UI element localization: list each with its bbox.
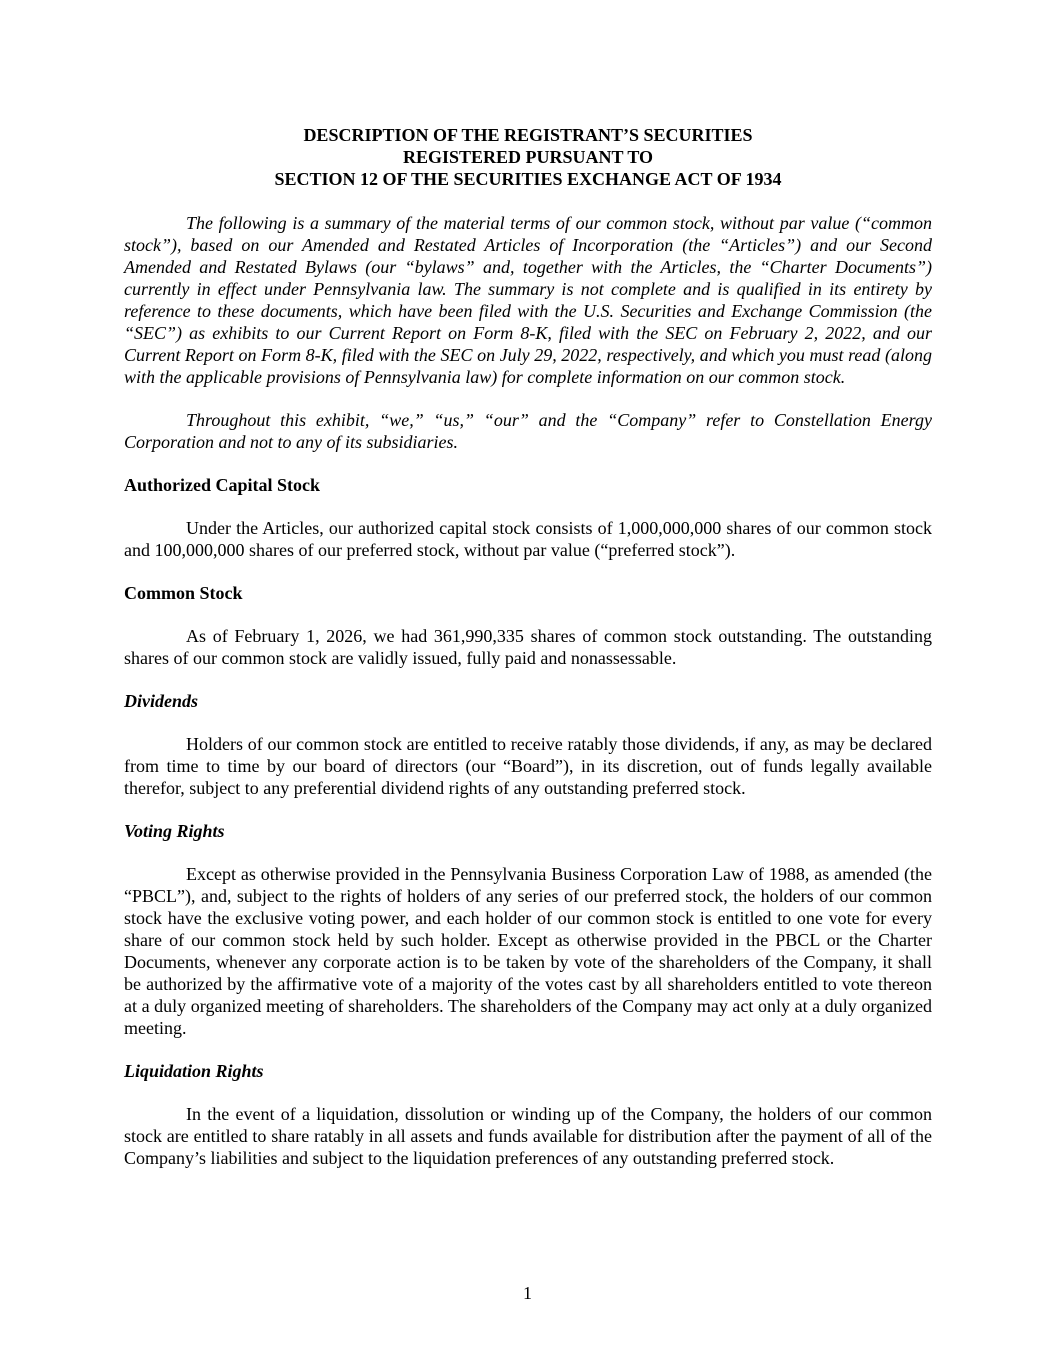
page-number: 1 [523,1283,532,1303]
title-line-2: REGISTERED PURSUANT TO [402,147,654,167]
section-heading-dividends: Dividends [124,691,198,711]
section-body-voting-rights: Except as otherwise provided in the Pennsylvania Business Corporation Law of 1988, as amended (the “PBCL”), and, subject to the rights of holders of any series of our preferred stock, the holders of our common stock have the exclusive voting power, and each holder of our common stock is entitled to one vote for every share of our common stock held by such holder. Except as otherwise provided in the PBCL or the Charter Documents, whenever any corporate action is to be taken by vote of the shareholders of the Company, it shall be authorized by the affirmative vote of a majority of the votes cast by all shareholders entitled to vote thereon at a duly organized meeting of shareholders. The shareholders of the Company may act only at a duly organized meeting. [124,864,932,1038]
document-title [124,124,932,190]
title-line-3: SECTION 12 OF THE SECURITIES EXCHANGE ACT OF 1934 [274,169,782,189]
definitions-paragraph: Throughout this exhibit, “we,” “us,” “our” and the “Company” refer to Constellation Energy Corporation and not to any of its subsidiaries. [124,410,932,452]
document-page [124,124,932,1169]
section-heading-authorized-capital-stock: Authorized Capital Stock [124,475,321,495]
intro-paragraph: The following is a summary of the material terms of our common stock, without par value (“common stock”), based on our Amended and Restated Articles of Incorporation (the “Articles”) and our Second Amended and Restated Bylaws (our “bylaws” and, together with the Articles, the “Charter Documents”) currently in effect under Pennsylvania law. The summary is not complete and is qualified in its entirety by reference to these documents, which have been filed with the U.S. Securities and Exchange Commission (the “SEC”) as exhibits to our Current Report on Form 8-K, filed with the SEC on February 2, 2022, and our Current Report on Form 8-K, filed with the SEC on July 29, 2022, respectively, and which you must read (along with the applicable provisions of Pennsylvania law) for complete information on our common stock. [124,213,932,387]
section-body-common-stock: As of February 1, 2026, we had 361,990,335 shares of common stock outstanding. The outstanding shares of our common stock are validly issued, fully paid and nonassessable. [124,626,932,668]
section-heading-liquidation-rights: Liquidation Rights [124,1061,264,1081]
section-body-liquidation-rights: In the event of a liquidation, dissolution or winding up of the Company, the holders of our common stock are entitled to share ratably in all assets and funds available for distribution after the payment of all of the Company’s liabilities and subject to the liquidation preferences of any outstanding preferred stock. [124,1104,932,1168]
section-heading-common-stock: Common Stock [124,583,243,603]
title-line-1: DESCRIPTION OF THE REGISTRANT’S SECURITIES [303,125,753,145]
section-body-authorized-capital-stock: Under the Articles, our authorized capital stock consists of 1,000,000,000 shares of our common stock and 100,000,000 shares of our preferred stock, without par value (“preferred stock”). [124,518,932,560]
section-heading-voting-rights: Voting Rights [124,821,225,841]
section-body-dividends: Holders of our common stock are entitled to receive ratably those dividends, if any, as may be declared from time to time by our board of directors (our “Board”), in its discretion, out of funds legally available therefor, subject to any preferential dividend rights of any outstanding preferred stock. [124,734,932,798]
